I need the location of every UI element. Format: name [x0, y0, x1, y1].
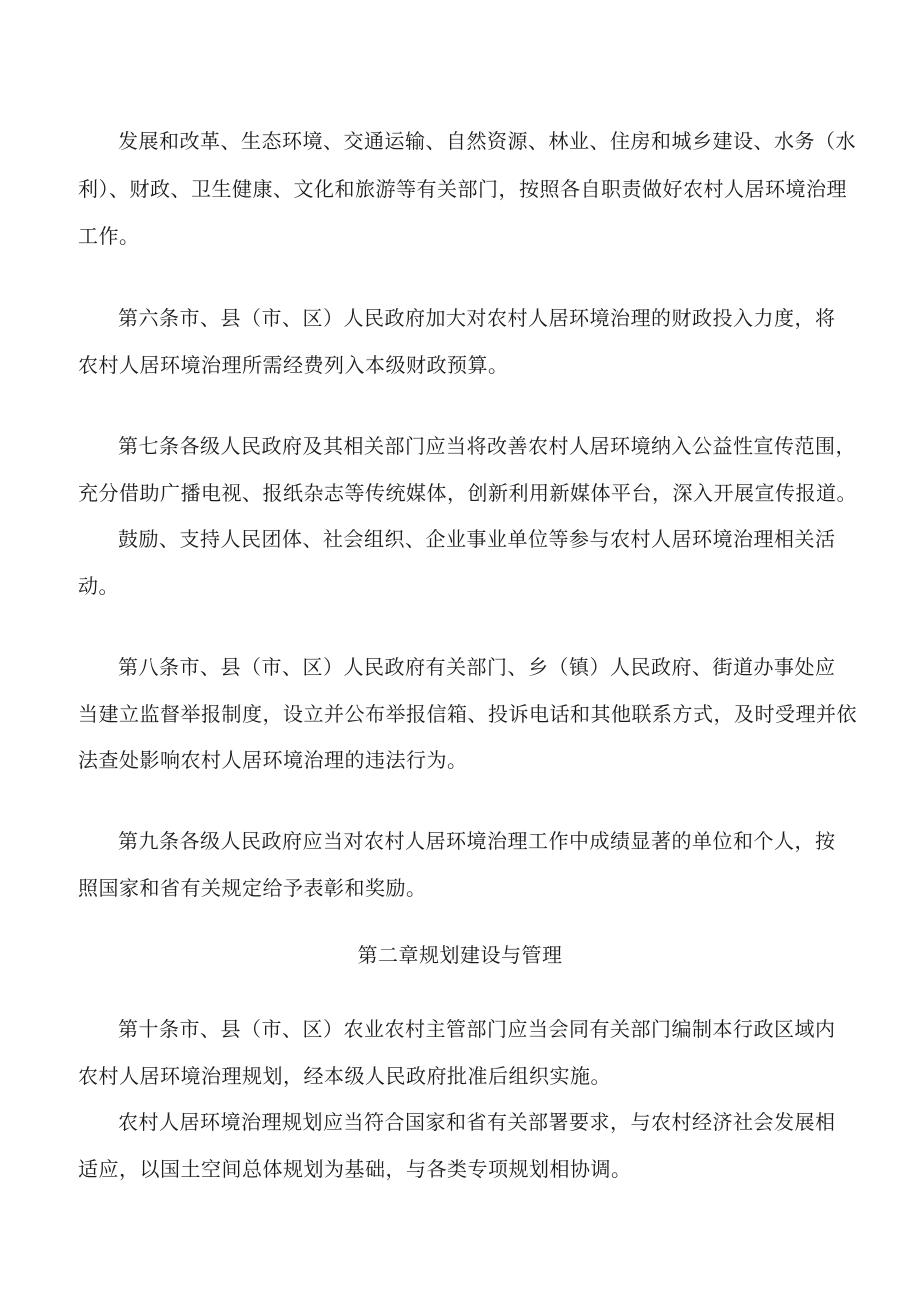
chapter-2-heading: 第二章规划建设与管理	[357, 943, 563, 967]
planning-paragraph-line-2: 适应，以国土空间总体规划为基础，与各类专项规划相协调。	[78, 1157, 632, 1181]
article-7-line-2: 充分借助广播电视、报纸杂志等传统媒体，创新利用新媒体平台，深入开展宣传报道。	[78, 481, 857, 505]
article-8-line-3: 法查处影响农村人居环境治理的违法行为。	[78, 748, 468, 772]
article-7-line-1: 第七条各级人民政府及其相关部门应当将改善农村人居环境纳入公益性宣传范围，	[118, 434, 856, 458]
article-6-line-2: 农村人居环境治理所需经费列入本级财政预算。	[78, 353, 509, 377]
article-9-line-2: 照国家和省有关规定给予表彰和奖励。	[78, 876, 427, 900]
article-8-line-1: 第八条市、县（市、区）人民政府有关部门、乡（镇）人民政府、街道办事处应	[118, 655, 836, 679]
article-10-line-2: 农村人居环境治理规划，经本级人民政府批准后组织实施。	[78, 1064, 611, 1088]
article-10-line-1: 第十条市、县（市、区）农业农村主管部门应当会同有关部门编制本行政区域内	[118, 1017, 836, 1041]
paragraph-departments-line-2: 利）、财政、卫生健康、文化和旅游等有关部门，按照各自职责做好农村人居环境治理	[78, 177, 847, 201]
article-9-line-1: 第九条各级人民政府应当对农村人居环境治理工作中成绩显著的单位和个人，按	[118, 829, 836, 853]
paragraph-departments-line-3: 工作。	[78, 224, 140, 248]
article-8-line-2: 当建立监督举报制度，设立并公布举报信箱、投诉电话和其他联系方式，及时受理并依	[78, 702, 857, 726]
encourage-paragraph-line-2: 动。	[78, 574, 119, 598]
article-6-line-1: 第六条市、县（市、区）人民政府加大对农村人居环境治理的财政投入力度，将	[118, 306, 836, 330]
planning-paragraph-line-1: 农村人居环境治理规划应当符合国家和省有关部署要求，与农村经济社会发展相	[118, 1110, 836, 1134]
encourage-paragraph-line-1: 鼓励、支持人民团体、社会组织、企业事业单位等参与农村人居环境治理相关活	[118, 527, 836, 551]
paragraph-departments-line-1: 发展和改革、生态环境、交通运输、自然资源、林业、住房和城乡建设、水务（水	[118, 129, 856, 153]
